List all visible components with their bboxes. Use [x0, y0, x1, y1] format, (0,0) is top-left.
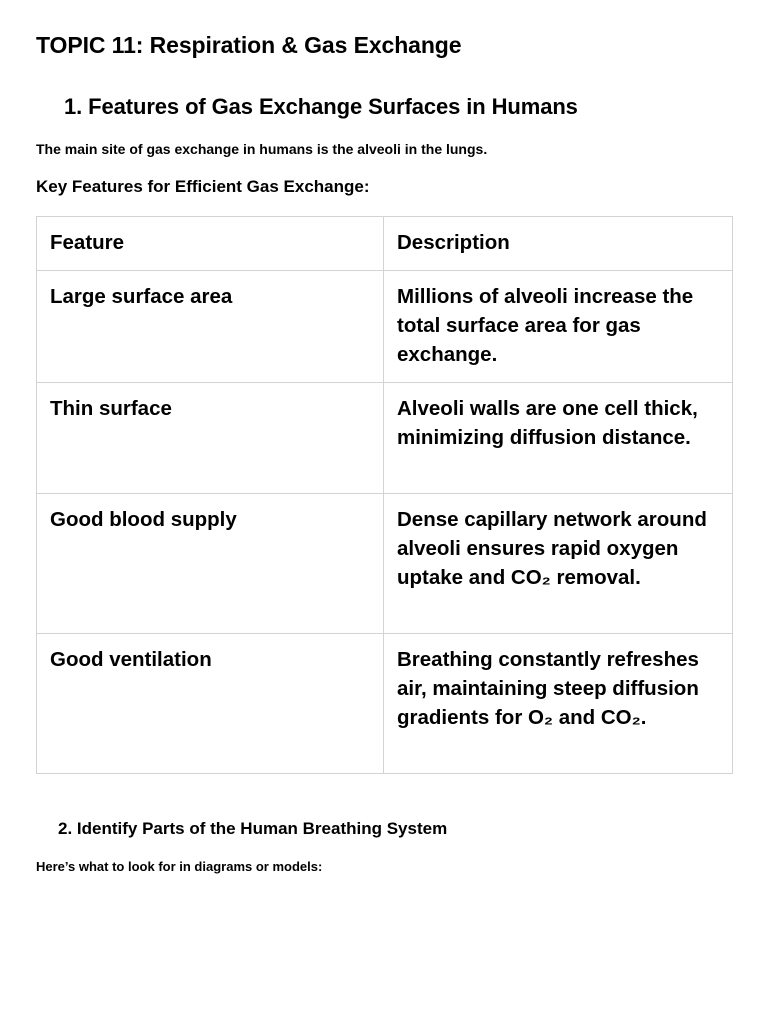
- section-heading-breathing-system: 2. Identify Parts of the Human Breathing System: [58, 819, 448, 838]
- description-cell: Millions of alveoli increase the total surface area for gas exchange.: [384, 271, 733, 383]
- table-row: [37, 634, 733, 774]
- feature-cell: Good blood supply: [37, 494, 384, 634]
- features-table: [36, 216, 733, 774]
- description-cell: Alveoli walls are one cell thick, minimizing diffusion distance.: [384, 383, 733, 494]
- outro-paragraph: Here’s what to look for in diagrams or models:: [36, 859, 323, 874]
- description-cell: Dense capillary network around alveoli ensures rapid oxygen uptake and CO₂ removal.: [384, 494, 733, 634]
- table-header-feature: Feature: [37, 217, 384, 271]
- table-row: [37, 383, 733, 494]
- feature-cell: Thin surface: [37, 383, 384, 494]
- section-heading-gas-exchange-features: 1. Features of Gas Exchange Surfaces in Humans: [64, 94, 578, 119]
- feature-cell: Good ventilation: [37, 634, 384, 774]
- topic-title: TOPIC 11: Respiration & Gas Exchange: [36, 32, 462, 58]
- description-cell: Breathing constantly refreshes air, maintaining steep diffusion gradients for O₂ and CO₂.: [384, 634, 733, 774]
- table-row: [37, 494, 733, 634]
- feature-cell: Large surface area: [37, 271, 384, 383]
- table-header-row: [37, 217, 733, 271]
- intro-paragraph: The main site of gas exchange in humans is the alveoli in the lungs.: [36, 141, 488, 157]
- table-header-description: Description: [384, 217, 733, 271]
- table-row: [37, 271, 733, 383]
- key-features-heading: Key Features for Efficient Gas Exchange:: [36, 177, 370, 196]
